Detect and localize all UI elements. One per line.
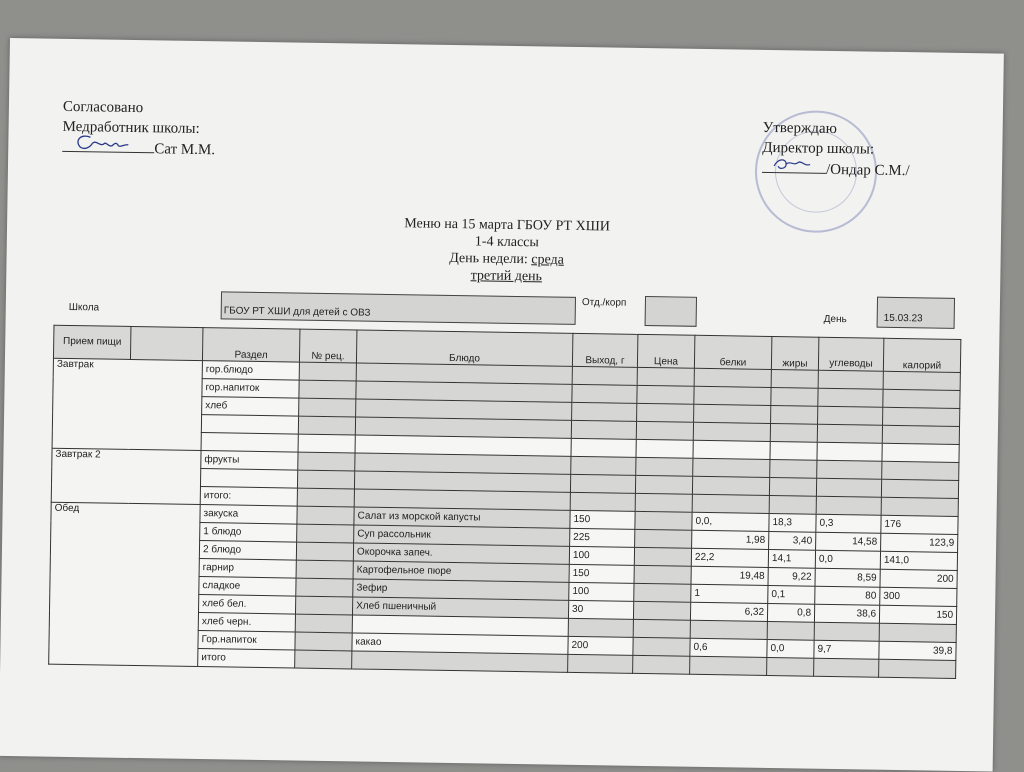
output-cell: 30 <box>568 600 633 619</box>
agreed-signature-line <box>62 137 215 160</box>
weekday-label: День недели: <box>449 250 532 268</box>
section-cell: гор.напиток <box>202 379 299 399</box>
agreed-title: Согласовано <box>62 98 144 117</box>
approve-title: Утверждаю <box>762 119 837 137</box>
kcal-cell: 141,0 <box>880 551 957 570</box>
carbs-cell: 9,7 <box>814 640 879 659</box>
recipe-cell <box>297 524 354 543</box>
protein-cell <box>690 620 767 639</box>
col-meal-header-blank <box>130 326 203 360</box>
fat-cell <box>771 405 818 424</box>
recipe-cell <box>297 506 354 525</box>
fat-cell <box>769 495 816 514</box>
recipe-cell <box>296 542 353 561</box>
protein-cell: 6,32 <box>690 602 767 621</box>
fat-cell <box>770 459 817 478</box>
agreed-role: Медработник школы: <box>62 118 200 137</box>
recipe-cell <box>298 452 355 471</box>
fat-cell: 0,0 <box>767 639 814 658</box>
kcal-cell <box>882 425 959 444</box>
price-cell <box>635 529 692 548</box>
fat-cell: 14,1 <box>768 549 815 568</box>
protein-cell: 19,48 <box>691 566 768 585</box>
fat-cell <box>767 657 814 676</box>
recipe-cell <box>296 578 353 597</box>
kcal-cell: 200 <box>880 569 957 588</box>
protein-cell <box>694 386 771 405</box>
kcal-cell <box>881 479 958 498</box>
price-cell <box>634 565 691 584</box>
recipe-cell <box>295 632 352 651</box>
fat-cell <box>769 477 816 496</box>
kcal-cell <box>883 407 960 426</box>
col-price-header: Цена <box>637 334 695 368</box>
kcal-cell <box>883 389 960 408</box>
price-cell <box>633 601 690 620</box>
carbs-cell <box>814 658 879 677</box>
dish-cell: Салат из морской капусты <box>354 507 570 528</box>
date-value: 15.03.23 <box>883 312 923 325</box>
col-dish-header: Блюдо <box>356 330 572 366</box>
fat-cell <box>771 387 818 406</box>
section-cell: Гор.напиток <box>198 631 295 651</box>
section-cell <box>200 469 297 489</box>
col-output-header: Выход, г <box>572 333 638 367</box>
approve-role: Директор школы: <box>762 139 875 158</box>
col-carbs-header: углеводы <box>818 337 884 371</box>
protein-cell <box>694 368 771 387</box>
carbs-cell: 80 <box>815 586 880 605</box>
carbs-cell <box>816 496 881 515</box>
section-cell: хлеб бел. <box>198 595 295 615</box>
school-name: ГБОУ РТ ХШИ для детей с ОВЗ <box>223 305 371 319</box>
output-cell <box>572 366 637 385</box>
section-cell: итого <box>198 649 295 669</box>
protein-cell: 1 <box>691 584 768 603</box>
output-cell <box>568 654 633 673</box>
kcal-cell <box>879 659 956 678</box>
price-cell <box>635 475 692 494</box>
section-cell: сладкое <box>199 577 296 597</box>
school-name-box <box>221 291 576 325</box>
col-kcal-header: калорий <box>883 338 961 372</box>
section-cell <box>201 433 298 453</box>
dish-cell: Картофельное пюре <box>353 561 569 582</box>
price-cell <box>635 511 692 530</box>
output-cell <box>571 420 636 439</box>
carbs-cell <box>818 388 883 407</box>
section-cell: закуска <box>200 505 297 525</box>
price-cell <box>636 421 693 440</box>
carbs-cell <box>817 442 882 461</box>
section-cell: хлеб <box>202 397 299 417</box>
price-cell <box>636 457 693 476</box>
recipe-cell <box>298 416 355 435</box>
agreed-block <box>62 97 216 160</box>
protein-cell <box>694 404 771 423</box>
signature-underline <box>62 137 154 153</box>
fat-cell <box>767 621 814 640</box>
kcal-cell <box>881 497 958 516</box>
carbs-cell <box>817 460 882 479</box>
output-cell <box>572 384 637 403</box>
day-label: День <box>823 313 847 326</box>
fat-cell: 0,8 <box>767 603 814 622</box>
section-cell: итого: <box>200 487 297 507</box>
price-cell <box>634 547 691 566</box>
section-cell <box>201 415 298 435</box>
director-signature-underline <box>762 158 826 174</box>
price-cell <box>637 385 694 404</box>
section-cell: гарнир <box>199 559 296 579</box>
output-cell <box>568 618 633 637</box>
output-cell <box>571 456 636 475</box>
protein-cell: 1,98 <box>692 530 769 549</box>
kcal-cell: 150 <box>879 605 956 624</box>
price-cell <box>637 367 694 386</box>
col-recipe-header: № рец. <box>299 329 357 363</box>
output-cell: 225 <box>570 528 635 547</box>
kcal-cell: 123,9 <box>881 533 958 552</box>
kcal-cell <box>879 623 956 642</box>
price-cell <box>636 439 693 458</box>
protein-cell: 0,6 <box>690 638 767 657</box>
recipe-cell <box>295 650 352 669</box>
output-cell: 100 <box>569 582 634 601</box>
section-cell: гор.блюдо <box>202 361 299 381</box>
approve-name: /Ондар С.М./ <box>825 161 910 180</box>
price-cell <box>635 493 692 512</box>
director-signature-image <box>768 152 818 175</box>
carbs-cell: 14,58 <box>816 532 881 551</box>
kcal-cell <box>883 371 960 390</box>
protein-cell: 0,0, <box>692 512 769 531</box>
approve-block <box>762 118 911 181</box>
title-line-2: 1-4 классы <box>474 234 539 251</box>
agreed-name: Сат М.М. <box>154 141 216 159</box>
weekday-value: среда <box>531 252 565 268</box>
col-fat-header: жиры <box>771 337 819 371</box>
carbs-cell <box>818 406 883 425</box>
output-cell: 150 <box>569 564 634 583</box>
output-cell <box>570 474 635 493</box>
fat-cell: 3,40 <box>769 531 816 550</box>
price-cell <box>633 637 690 656</box>
protein-cell <box>690 656 767 675</box>
dept-label: Отд./корп <box>581 297 627 309</box>
carbs-cell: 0,3 <box>816 514 881 533</box>
output-cell: 100 <box>569 546 634 565</box>
price-cell <box>634 583 691 602</box>
output-cell <box>571 438 636 457</box>
recipe-cell <box>296 560 353 579</box>
title-line-1: Меню на 15 марта ГБОУ РТ ХШИ <box>404 216 611 235</box>
recipe-cell <box>299 380 356 399</box>
col-section-header: Раздел <box>202 328 300 363</box>
meal-breakfast: Завтрак <box>52 358 202 450</box>
carbs-cell <box>818 370 883 389</box>
carbs-cell <box>817 424 882 443</box>
dish-cell <box>352 651 568 672</box>
protein-cell <box>692 476 769 495</box>
recipe-cell <box>295 596 352 615</box>
dish-cell: Суп рассольник <box>354 525 570 546</box>
kcal-cell: 39,8 <box>879 641 956 660</box>
recipe-cell <box>297 470 354 489</box>
section-cell: 2 блюдо <box>199 541 296 561</box>
price-cell <box>633 619 690 638</box>
carbs-cell <box>816 478 881 497</box>
output-cell <box>570 492 635 511</box>
col-meal-header: Прием пищи <box>53 325 131 359</box>
dish-cell: Окорочка запеч. <box>353 543 569 564</box>
protein-cell <box>692 494 769 513</box>
protein-cell <box>693 440 770 459</box>
output-cell <box>572 402 637 421</box>
fat-cell <box>770 441 817 460</box>
price-cell <box>633 655 690 674</box>
protein-cell <box>693 422 770 441</box>
signature-image <box>68 131 138 154</box>
fat-cell: 18,3 <box>769 513 816 532</box>
kcal-cell <box>882 443 959 462</box>
date-box <box>877 297 955 329</box>
kcal-cell <box>882 461 959 480</box>
recipe-cell <box>299 362 356 381</box>
section-cell: 1 блюдо <box>200 523 297 543</box>
section-cell: фрукты <box>201 451 298 471</box>
carbs-cell: 0,0 <box>815 550 880 569</box>
fat-cell: 9,22 <box>768 567 815 586</box>
fat-cell <box>770 423 817 442</box>
recipe-cell <box>295 614 352 633</box>
price-cell <box>637 403 694 422</box>
carbs-cell: 38,6 <box>814 604 879 623</box>
dept-box <box>645 296 697 327</box>
meal-breakfast-2: Завтрак 2 <box>51 448 201 504</box>
recipe-cell <box>297 488 354 507</box>
protein-cell <box>693 458 770 477</box>
kcal-cell: 300 <box>880 587 957 606</box>
recipe-cell <box>299 398 356 417</box>
protein-cell: 22,2 <box>691 548 768 567</box>
output-cell: 200 <box>568 636 633 655</box>
section-cell: хлеб черн. <box>198 613 295 633</box>
kcal-cell: 176 <box>881 515 958 534</box>
meal-lunch: Обед <box>49 502 201 666</box>
approve-signature-line <box>762 158 910 181</box>
school-label: Школа <box>68 301 100 314</box>
menu-sheet <box>0 38 1004 772</box>
menu-title <box>306 214 707 288</box>
title-day: третий день <box>470 268 543 285</box>
fat-cell: 0,1 <box>768 585 815 604</box>
output-cell: 150 <box>570 510 635 529</box>
fat-cell <box>771 370 818 389</box>
recipe-cell <box>298 434 355 453</box>
carbs-cell <box>814 622 879 641</box>
menu-table <box>48 325 961 679</box>
dish-cell: какао <box>352 633 568 654</box>
col-protein-header: белки <box>694 335 772 369</box>
dish-cell: Зефир <box>353 579 569 600</box>
carbs-cell: 8,59 <box>815 568 880 587</box>
dish-cell: Хлеб пшеничный <box>352 597 568 618</box>
